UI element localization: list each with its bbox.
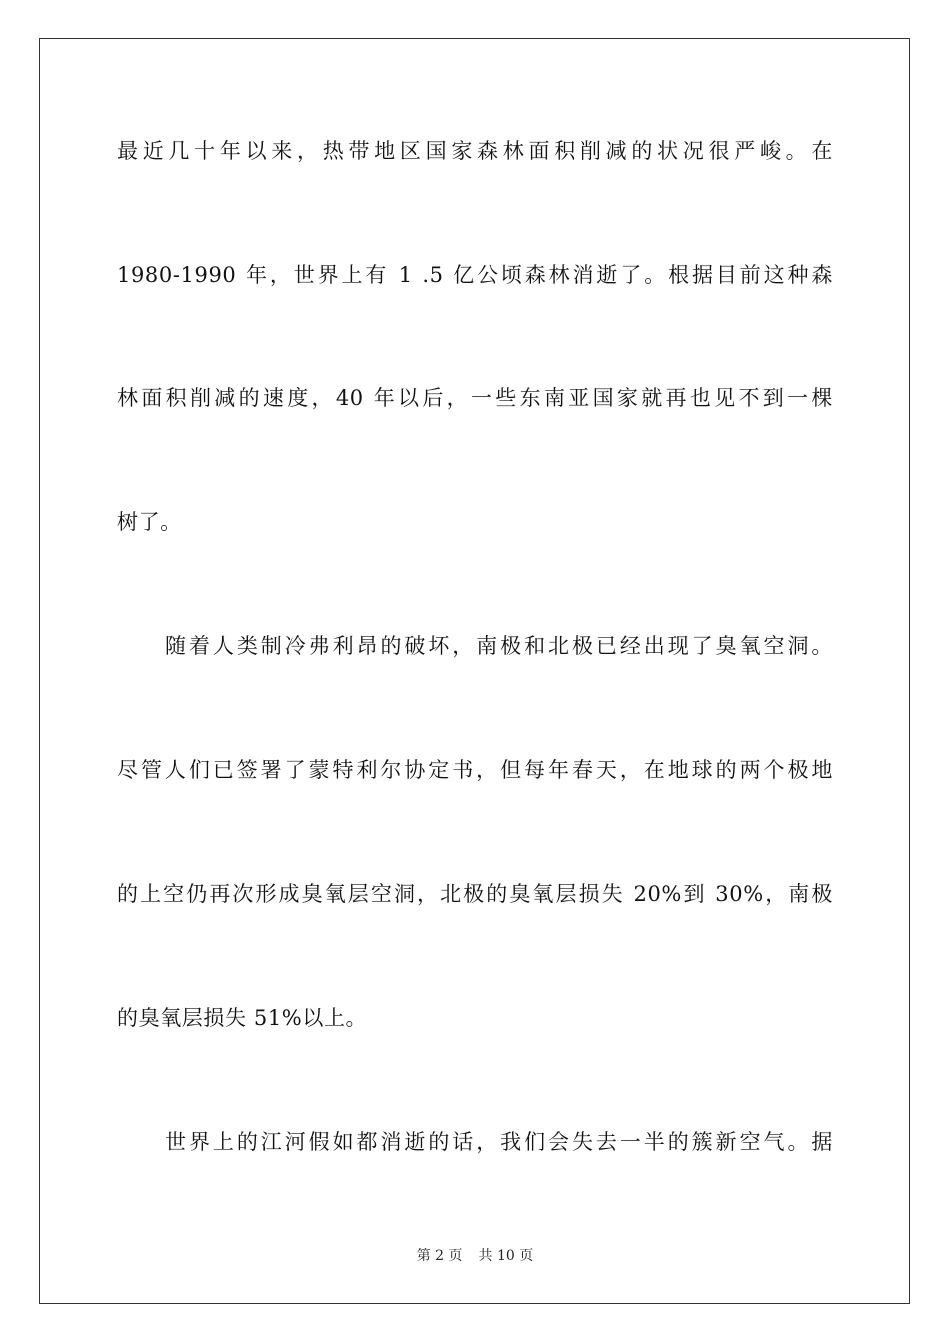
text-line-9: 世界上的江河假如都消逝的话，我们会失去一半的簇新空气。据 [165, 1130, 833, 1154]
text-line-2: 1980-1990 年，世界上有 1 .5 亿公顷森林消逝了。根据目前这种森 [117, 263, 833, 287]
text-line-5: 随着人类制冷弗利昂的破坏，南极和北极已经出现了臭氧空洞。 [165, 634, 833, 658]
page-number: 第 2 页 [416, 1248, 463, 1264]
text-line-6: 尽管人们已签署了蒙特利尔协定书，但每年春天，在地球的两个极地 [117, 758, 833, 782]
page-footer [0, 1246, 950, 1266]
page-total: 共 10 页 [478, 1248, 534, 1264]
text-line-7: 的上空仍再次形成臭氧层空洞，北极的臭氧层损失 20%到 30%，南极 [117, 882, 833, 906]
page-border [39, 38, 910, 1304]
text-line-3: 林面积削减的速度，40 年以后，一些东南亚国家就再也见不到一棵 [117, 386, 833, 410]
text-line-1: 最近几十年以来，热带地区国家森林面积削减的状况很严峻。在 [117, 139, 833, 163]
text-line-8: 的臭氧层损失 51%以上。 [117, 1006, 368, 1030]
text-line-4: 树了。 [117, 510, 182, 534]
